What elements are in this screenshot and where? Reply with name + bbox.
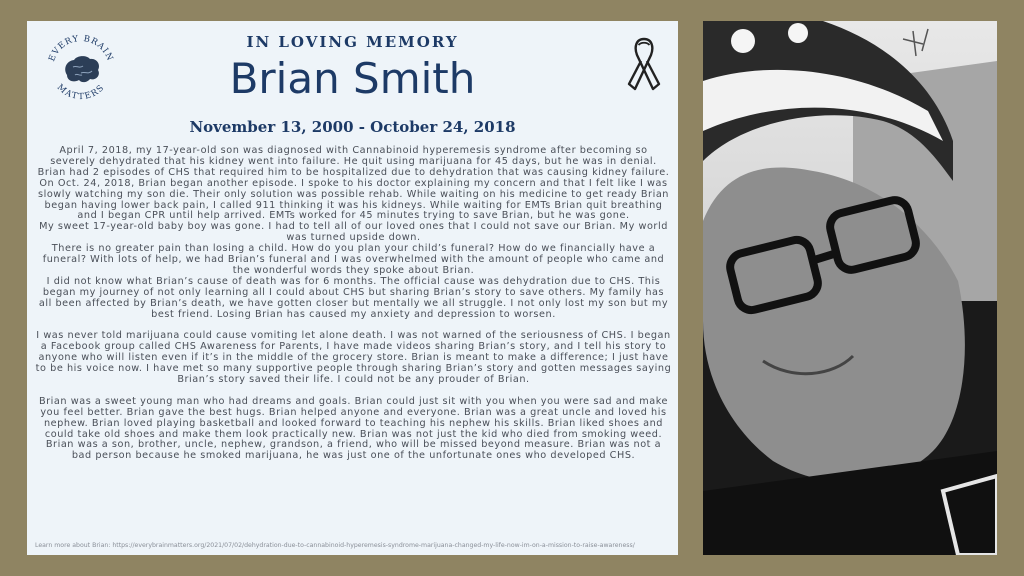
svg-text:MATTERS: MATTERS: [54, 82, 108, 103]
story-paragraph: I was never told marijuana could cause vomiting let alone death. I was not warned of the seriousness of CHS. I began a Facebook group called CHS Awareness for Parents, I have made videos sharing Brian’s story, and I tell his story to anyone who will listen even if it’s in the middle of the grocery store. Brian is meant to make a difference; I just have to be his voice now. I have met so many supportive people through sharing Brian’s story and gotten messages saying Brian’s story saved their life. I could not be any prouder of Brian.: [35, 330, 672, 386]
story-paragraph: On Oct. 24, 2018, Brian began another episode. I spoke to his doctor explaining my concern and that I felt like I was slowly watching my son die. Their only solution was possible rehab. While waiting on his medicine to get ready Brian began having lower back pain, I called 911 thinking it was his kidneys. While waiting for EMTs Brian quit breathing and I began CPR until help arrived. EMTs worked for 45 minutes trying to save Brian, but he was gone.: [37, 177, 669, 222]
portrait-photo: [703, 21, 997, 555]
svg-text:EVERY BRAIN: EVERY BRAIN: [47, 33, 115, 64]
story-paragraph: April 7, 2018, my 17-year-old son was diagnosed with Cannabinoid hyperemesis syndrome after becoming so severely dehydrated that his kidney went into failure. He quit using marijuana for 45 days, but he was in denial. Brian had 2 episodes of CHS that required him to be hospitalized due to dehydration that was causing kidney failure.: [37, 145, 670, 178]
life-dates: November 13, 2000 - October 24, 2018: [189, 118, 516, 136]
memorial-heading: IN LOVING MEMORY: [246, 33, 459, 51]
story-paragraph: Brian was a sweet young man who had dreams and goals. Brian could just sit with you when you were sad and make you feel better. Brian gave the best hugs. Brian helped anyone and everyone. Brian was a great uncle and loved his nephew. Brian loved playing basketball and looked forward to teaching his nephew his skills. Brian liked shoes and could take old shoes and make them look practically new. Brian was not just the kid who died from smoking weed. Brian was a son, brother, uncle, nephew, grandson, a friend, who will be missed beyond measure. Brian was not a bad person because he smoked marijuana, he was just one of the unfortunate ones who developed CHS.: [38, 395, 669, 462]
learn-more-link[interactable]: Learn more about Brian: https://everybrainmatters.org/2021/07/02/dehydration-due-to-cannabinoid-hyperemesis-syndrome-marijuana-changed-my-life-now-im-on-a-mission-to-raise-awareness/: [35, 542, 635, 549]
memorial-story: [35, 146, 672, 462]
portrait-illustration: [703, 21, 997, 555]
story-paragraph: I did not know what Brian’s cause of death was for 6 months. The official cause was dehydration due to CHS. This began my journey of not only learning all I could about CHS but sharing Brian’s story to save others. My family has all been affected by Brian’s death, we have gotten closer but mentally we all struggle. I not only lost my son but my best friend. Losing Brian has caused my anxiety and depression to worsen.: [38, 275, 669, 320]
story-paragraph: There is no greater pain than losing a child. How do you plan your child’s funeral? How do we financially have a funeral? With lots of help, we had Brian’s funeral and I was overwhelmed with the amount of people who came and the wonderful words they spoke about Brian.: [42, 243, 665, 276]
person-name: Brian Smith: [229, 54, 476, 103]
story-paragraph: My sweet 17-year-old baby boy was gone. I had to tell all of our loved ones that I could not save our Brian. My world was turned upside down.: [39, 221, 668, 244]
memorial-card: [27, 21, 678, 555]
